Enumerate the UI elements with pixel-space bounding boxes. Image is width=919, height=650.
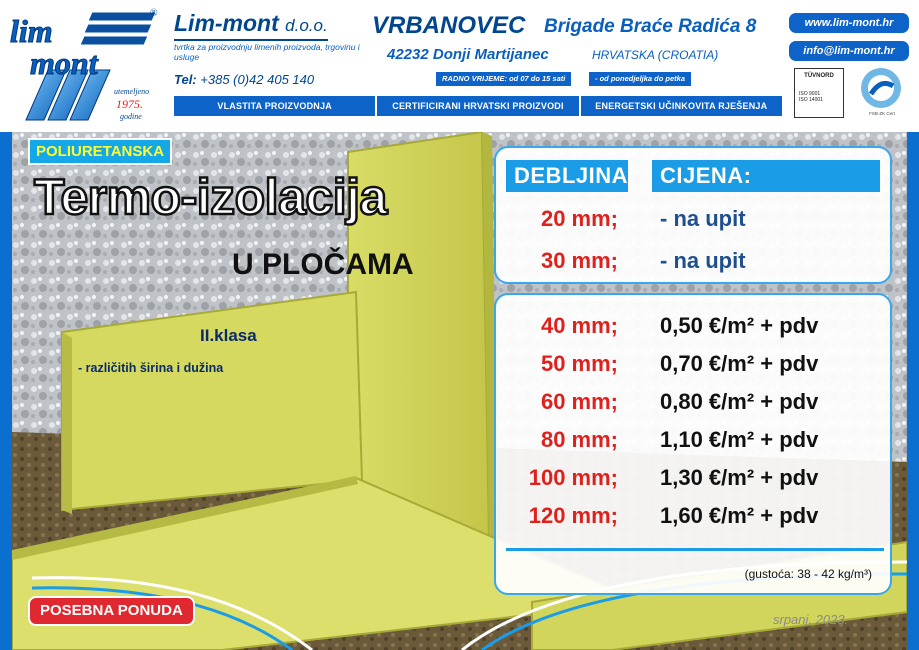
city: VRBANOVEC xyxy=(372,12,526,39)
thickness-cell: 60 mm; xyxy=(540,389,618,414)
company-name-main: Lim-mont xyxy=(174,10,279,36)
table-row xyxy=(496,351,890,377)
phone-number[interactable]: +385 (0)42 405 140 xyxy=(200,72,315,87)
thickness-cell: 50 mm; xyxy=(540,351,618,376)
working-hours: RADNO VRIJEME: od 07 do 15 sati xyxy=(436,72,571,86)
product-type-badge: POLIURETANSKA xyxy=(28,138,172,165)
column-header-price: CIJENA: xyxy=(652,160,880,192)
page-subtitle: U PLOČAMA xyxy=(232,248,414,281)
page-title: Termo-izolacija xyxy=(34,169,387,225)
feature-bar xyxy=(174,96,782,116)
registered-mark: ® xyxy=(150,8,158,19)
size-note: - različitih širina i dužina xyxy=(78,361,224,375)
price-table-priced xyxy=(494,293,892,595)
country: HRVATSKA (CROATIA) xyxy=(592,48,719,62)
company-name xyxy=(174,10,328,41)
offer-date: srpanj, 2023. xyxy=(773,612,849,627)
cert-title: TÜVNORD xyxy=(804,73,834,79)
price-cell: 0,80 €/m² + pdv xyxy=(660,389,819,414)
cert-standards xyxy=(799,91,823,103)
thickness-cell: 80 mm; xyxy=(540,427,618,452)
table-row xyxy=(496,313,890,339)
table-row xyxy=(496,465,890,491)
website-link[interactable]: www.lim-mont.hr xyxy=(789,13,909,33)
street-address: Brigade Braće Radića 8 xyxy=(544,16,757,37)
thickness-cell: 30 mm; xyxy=(540,248,618,273)
svg-text:godine: godine xyxy=(120,112,142,121)
email-link[interactable]: info@lim-mont.hr xyxy=(789,41,909,61)
table-divider xyxy=(506,548,884,551)
price-cell: 1,10 €/m² + pdv xyxy=(660,427,819,452)
company-tagline: tvrtka za proizvodnju limenih proizvoda, trgovinu i usluge xyxy=(174,42,360,62)
price-cell: - na upit xyxy=(660,206,746,231)
table-row xyxy=(496,389,890,415)
thickness-cell: 20 mm; xyxy=(540,206,618,231)
postal-address: 42232 Donji Martijanec xyxy=(387,46,549,63)
svg-text:1975.: 1975. xyxy=(116,97,143,111)
thickness-cell: 40 mm; xyxy=(540,313,618,338)
density-note: (gustoća: 38 - 42 kg/m³) xyxy=(744,567,872,581)
table-row xyxy=(496,503,890,529)
price-cell: - na upit xyxy=(660,248,746,273)
thickness-cell: 100 mm; xyxy=(528,465,618,490)
price-cell: 0,70 €/m² + pdv xyxy=(660,351,819,376)
feature-own-production: VLASTITA PROIZVODNJA xyxy=(174,96,377,116)
svg-text:utemeljeno: utemeljeno xyxy=(114,87,150,96)
price-table-on-request xyxy=(494,146,892,284)
cert-iso-14001: ISO 14001 xyxy=(799,97,823,103)
cert-iso-9001: ISO 9001 xyxy=(799,91,821,97)
price-cell: 0,50 €/m² + pdv xyxy=(660,313,819,338)
feature-certified-products: CERTIFICIRANI HRVATSKI PROIZVODI xyxy=(377,96,580,116)
working-days: - od ponedjeljka do petka xyxy=(589,72,691,86)
table-row xyxy=(496,206,890,232)
quality-class: II.klasa xyxy=(200,326,257,345)
table-row xyxy=(496,248,890,274)
price-cell: 1,30 €/m² + pdv xyxy=(660,465,819,490)
special-offer-badge: POSEBNA PONUDA xyxy=(28,596,195,626)
feature-energy-efficient: ENERGETSKI UČINKOVITA RJEŠENJA xyxy=(595,101,768,111)
header xyxy=(0,0,919,132)
cert-caption: FSB-ZK Cert xyxy=(869,111,895,116)
svg-text:lim: lim xyxy=(10,13,53,49)
svg-text:mont: mont xyxy=(30,45,98,81)
table-row xyxy=(496,427,890,453)
thickness-cell: 120 mm; xyxy=(528,503,618,528)
phone xyxy=(174,72,314,87)
column-header-thickness: DEBLJINA: xyxy=(506,160,628,192)
price-cell: 1,60 €/m² + pdv xyxy=(660,503,819,528)
company-suffix: d.o.o. xyxy=(285,16,328,35)
lim-mont-logo xyxy=(8,8,163,126)
phone-label: Tel: xyxy=(174,72,197,87)
iso-certificate xyxy=(794,68,844,118)
